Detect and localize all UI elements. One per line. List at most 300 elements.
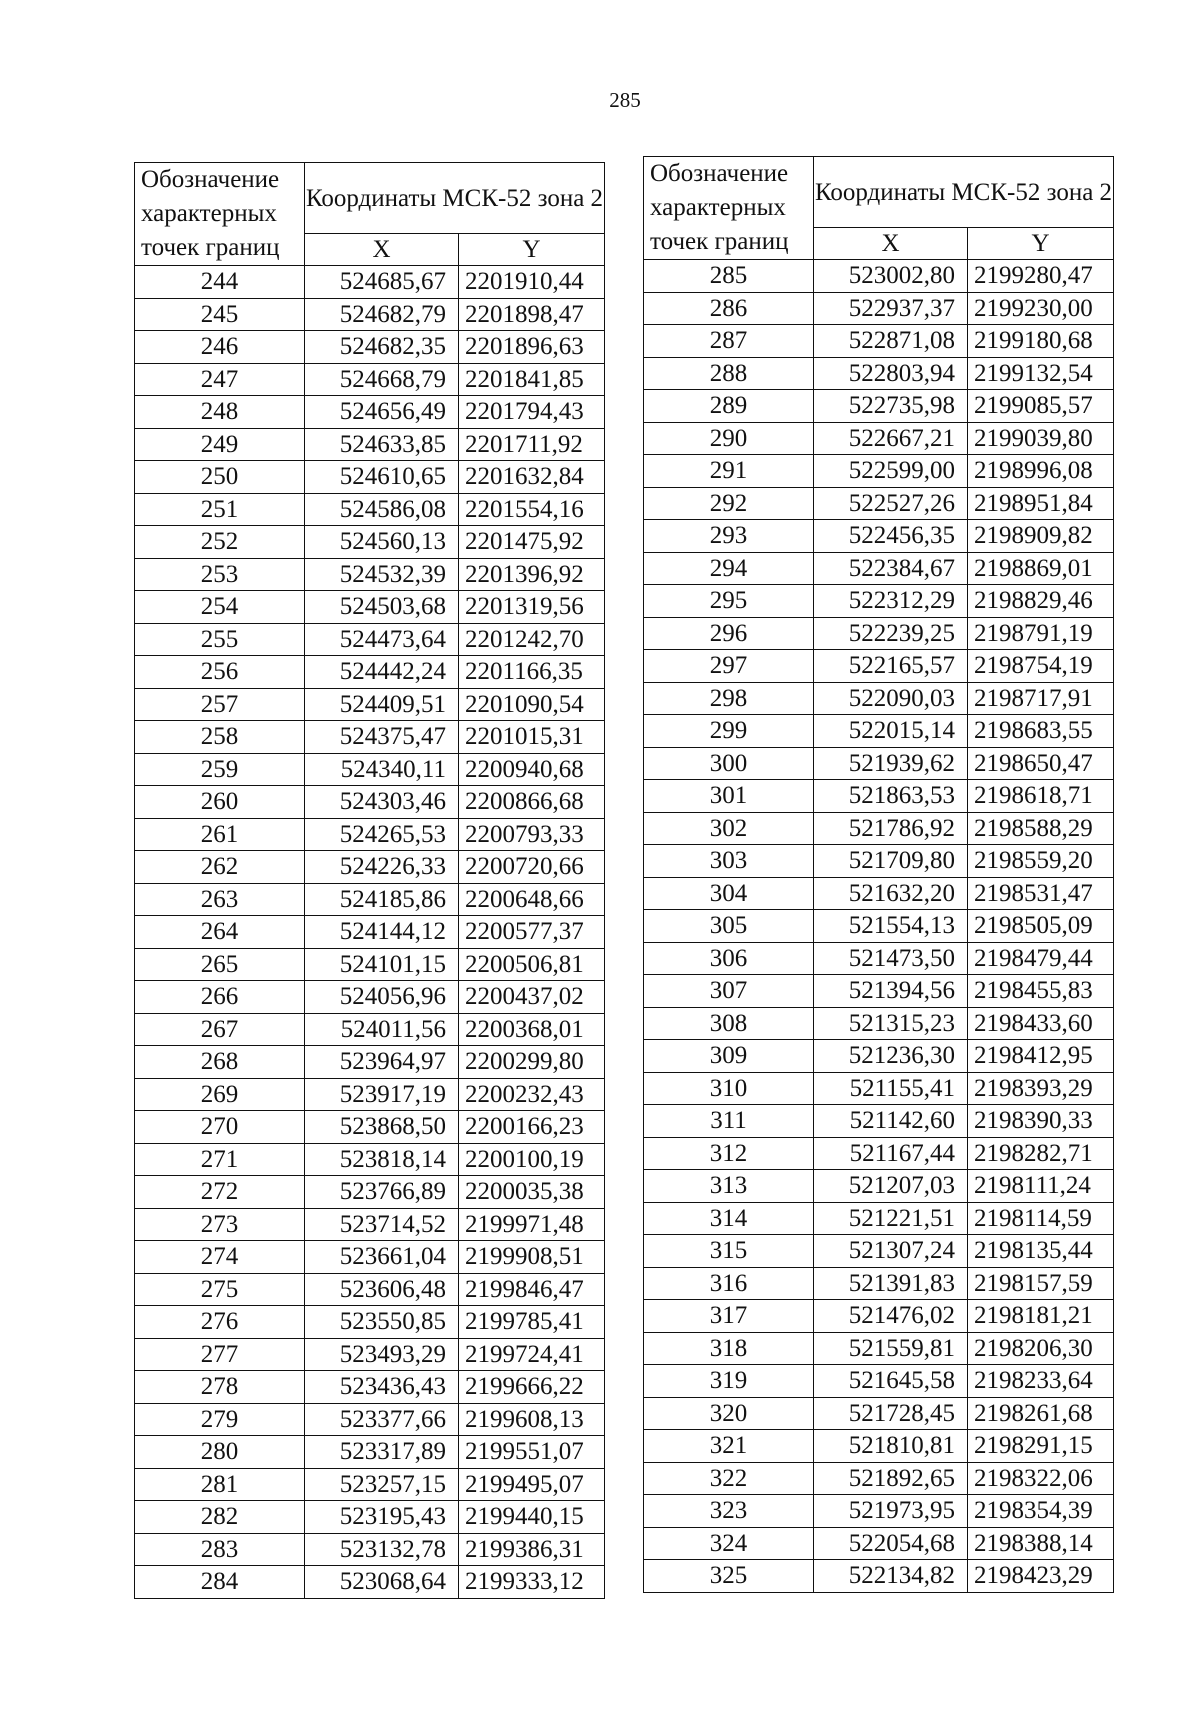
table-row [135,1338,605,1371]
x-coordinate-cell: 523661,04 [305,1241,459,1274]
point-number-cell: 272 [135,1176,305,1209]
point-number-cell: 289 [644,390,814,423]
y-coordinate-cell: 2201794,43 [459,396,605,429]
table-row [135,1111,605,1144]
x-coordinate-cell: 522384,67 [814,552,968,585]
table-row [135,428,605,461]
x-coordinate-cell: 521863,53 [814,780,968,813]
y-coordinate-cell: 2200648,66 [459,883,605,916]
y-coordinate-cell: 2200437,02 [459,981,605,1014]
y-coordinate-cell: 2198423,29 [968,1560,1114,1593]
point-number-cell: 325 [644,1560,814,1593]
x-coordinate-cell: 521207,03 [814,1170,968,1203]
x-coordinate-cell: 523377,66 [305,1403,459,1436]
y-coordinate-cell: 2198291,15 [968,1430,1114,1463]
x-coordinate-cell: 524656,49 [305,396,459,429]
x-coordinate-cell: 524442,24 [305,656,459,689]
point-number-cell: 293 [644,520,814,553]
x-coordinate-cell: 523257,15 [305,1468,459,1501]
y-coordinate-cell: 2199495,07 [459,1468,605,1501]
y-coordinate-cell: 2198412,95 [968,1040,1114,1073]
y-coordinate-cell: 2199039,80 [968,422,1114,455]
table-row [644,812,1114,845]
table-row [135,1533,605,1566]
point-number-cell: 258 [135,721,305,754]
y-coordinate-cell: 2200720,66 [459,851,605,884]
y-coordinate-cell: 2198717,91 [968,682,1114,715]
x-coordinate-cell: 521391,83 [814,1267,968,1300]
x-coordinate-cell: 524503,68 [305,591,459,624]
x-coordinate-cell: 522015,14 [814,715,968,748]
y-coordinate-cell: 2198282,71 [968,1137,1114,1170]
table-row [644,357,1114,390]
x-coordinate-cell: 522803,94 [814,357,968,390]
point-number-cell: 284 [135,1566,305,1599]
point-number-cell: 276 [135,1306,305,1339]
table-row [644,910,1114,943]
x-coordinate-cell: 523132,78 [305,1533,459,1566]
y-coordinate-cell: 2198683,55 [968,715,1114,748]
x-coordinate-cell: 521645,58 [814,1365,968,1398]
table-row [135,688,605,721]
table-row [135,396,605,429]
table-row [135,331,605,364]
x-coordinate-cell: 524226,33 [305,851,459,884]
table-row [644,1040,1114,1073]
x-coordinate-cell: 522871,08 [814,325,968,358]
y-coordinate-cell: 2198559,20 [968,845,1114,878]
y-coordinate-cell: 2199908,51 [459,1241,605,1274]
y-coordinate-cell: 2198181,21 [968,1300,1114,1333]
point-number-cell: 252 [135,526,305,559]
point-number-cell: 269 [135,1078,305,1111]
y-coordinate-cell: 2201015,31 [459,721,605,754]
point-number-cell: 244 [135,266,305,299]
coordinates-table-right [643,156,1114,1593]
table-row [135,363,605,396]
x-coordinate-cell: 522456,35 [814,520,968,553]
table-row [644,520,1114,553]
point-number-cell: 294 [644,552,814,585]
point-number-cell: 309 [644,1040,814,1073]
point-number-cell: 303 [644,845,814,878]
table-row [135,786,605,819]
x-coordinate-cell: 524101,15 [305,948,459,981]
y-coordinate-cell: 2198588,29 [968,812,1114,845]
y-coordinate-cell: 2199333,12 [459,1566,605,1599]
x-coordinate-cell: 524265,53 [305,818,459,851]
y-coordinate-cell: 2199785,41 [459,1306,605,1339]
table-row [135,753,605,786]
y-coordinate-cell: 2199085,57 [968,390,1114,423]
table-row [135,981,605,1014]
x-coordinate-cell: 521221,51 [814,1202,968,1235]
y-coordinate-cell: 2198618,71 [968,780,1114,813]
point-number-cell: 273 [135,1208,305,1241]
point-number-cell: 301 [644,780,814,813]
point-number-cell: 267 [135,1013,305,1046]
y-coordinate-cell: 2198390,33 [968,1105,1114,1138]
table-row [644,455,1114,488]
point-number-cell: 320 [644,1397,814,1430]
y-coordinate-cell: 2201396,92 [459,558,605,591]
table-row [644,292,1114,325]
x-coordinate-cell: 522054,68 [814,1527,968,1560]
x-coordinate-cell: 524185,86 [305,883,459,916]
point-number-cell: 312 [644,1137,814,1170]
x-coordinate-cell: 524144,12 [305,916,459,949]
y-coordinate-cell: 2198650,47 [968,747,1114,780]
x-coordinate-cell: 524375,47 [305,721,459,754]
point-number-cell: 287 [644,325,814,358]
table-row [644,942,1114,975]
y-coordinate-cell: 2198479,44 [968,942,1114,975]
y-coordinate-cell: 2201711,92 [459,428,605,461]
point-number-cell: 254 [135,591,305,624]
point-number-cell: 251 [135,493,305,526]
table-row [135,656,605,689]
y-coordinate-cell: 2199666,22 [459,1371,605,1404]
y-coordinate-cell: 2201242,70 [459,623,605,656]
point-number-cell: 295 [644,585,814,618]
x-coordinate-cell: 524409,51 [305,688,459,721]
point-number-cell: 302 [644,812,814,845]
x-coordinate-cell: 523550,85 [305,1306,459,1339]
table-row [135,916,605,949]
point-number-cell: 268 [135,1046,305,1079]
point-number-cell: 275 [135,1273,305,1306]
table-row [135,883,605,916]
table-row [135,721,605,754]
y-coordinate-cell: 2199386,31 [459,1533,605,1566]
table-row [644,552,1114,585]
y-coordinate-cell: 2198233,64 [968,1365,1114,1398]
table-row [135,493,605,526]
table-row [644,715,1114,748]
page-number: 285 [609,88,641,112]
y-coordinate-cell: 2198111,24 [968,1170,1114,1203]
point-number-cell: 249 [135,428,305,461]
point-number-cell: 310 [644,1072,814,1105]
point-number-cell: 299 [644,715,814,748]
y-coordinate-cell: 2198455,83 [968,975,1114,1008]
table-row [644,422,1114,455]
point-number-cell: 316 [644,1267,814,1300]
table-row [135,1566,605,1599]
table-row [644,1300,1114,1333]
x-coordinate-cell: 521236,30 [814,1040,968,1073]
point-number-cell: 286 [644,292,814,325]
x-coordinate-cell: 522134,82 [814,1560,968,1593]
point-number-cell: 317 [644,1300,814,1333]
x-coordinate-cell: 523493,29 [305,1338,459,1371]
x-coordinate-cell: 521559,81 [814,1332,968,1365]
y-coordinate-cell: 2201475,92 [459,526,605,559]
y-coordinate-cell: 2198951,84 [968,487,1114,520]
x-coordinate-cell: 524682,79 [305,298,459,331]
point-number-cell: 282 [135,1501,305,1534]
table-row [644,1170,1114,1203]
point-number-cell: 314 [644,1202,814,1235]
y-coordinate-cell: 2199971,48 [459,1208,605,1241]
table-row [644,1332,1114,1365]
table-row [135,1371,605,1404]
table-row [135,1273,605,1306]
table-row [135,1176,605,1209]
y-coordinate-cell: 2199724,41 [459,1338,605,1371]
x-coordinate-cell: 522937,37 [814,292,968,325]
point-number-cell: 305 [644,910,814,943]
x-coordinate-cell: 521632,20 [814,877,968,910]
x-coordinate-cell: 524532,39 [305,558,459,591]
x-coordinate-cell: 524011,56 [305,1013,459,1046]
x-coordinate-cell: 523766,89 [305,1176,459,1209]
y-coordinate-cell: 2200100,19 [459,1143,605,1176]
table-body [135,266,605,1599]
table-row [644,1560,1114,1593]
table-row [135,1403,605,1436]
y-coordinate-cell: 2198206,30 [968,1332,1114,1365]
y-coordinate-cell: 2200299,80 [459,1046,605,1079]
table-row [135,623,605,656]
x-coordinate-cell: 522735,98 [814,390,968,423]
y-coordinate-cell: 2201898,47 [459,298,605,331]
x-coordinate-cell: 521155,41 [814,1072,968,1105]
point-number-cell: 256 [135,656,305,689]
y-coordinate-cell: 2200368,01 [459,1013,605,1046]
point-number-cell: 253 [135,558,305,591]
table-row [644,1105,1114,1138]
y-coordinate-cell: 2200940,68 [459,753,605,786]
y-coordinate-cell: 2201090,54 [459,688,605,721]
x-coordinate-cell: 521167,44 [814,1137,968,1170]
y-coordinate-cell: 2201166,35 [459,656,605,689]
y-coordinate-cell: 2200035,38 [459,1176,605,1209]
x-coordinate-cell: 524668,79 [305,363,459,396]
x-coordinate-cell: 522527,26 [814,487,968,520]
point-number-cell: 248 [135,396,305,429]
point-number-cell: 265 [135,948,305,981]
y-coordinate-cell: 2198114,59 [968,1202,1114,1235]
point-number-cell: 288 [644,357,814,390]
table-row [135,818,605,851]
point-number-cell: 283 [135,1533,305,1566]
y-axis-header: Y [459,234,605,266]
y-coordinate-cell: 2201910,44 [459,266,605,299]
x-axis-header: X [814,228,968,260]
point-number-cell: 313 [644,1170,814,1203]
y-coordinate-cell: 2199180,68 [968,325,1114,358]
point-number-cell: 300 [644,747,814,780]
table-row [644,1007,1114,1040]
x-coordinate-cell: 521554,13 [814,910,968,943]
table-row [644,487,1114,520]
point-number-cell: 306 [644,942,814,975]
y-coordinate-cell: 2198531,47 [968,877,1114,910]
table-row [135,591,605,624]
table-row [135,266,605,299]
table-row [135,1078,605,1111]
table-row [644,585,1114,618]
point-number-cell: 260 [135,786,305,819]
y-coordinate-cell: 2200793,33 [459,818,605,851]
point-number-cell: 264 [135,916,305,949]
table-row [135,948,605,981]
x-coordinate-cell: 522599,00 [814,455,968,488]
point-number-cell: 274 [135,1241,305,1274]
x-coordinate-cell: 524610,65 [305,461,459,494]
point-number-cell: 321 [644,1430,814,1463]
x-coordinate-cell: 521709,80 [814,845,968,878]
y-coordinate-cell: 2198322,06 [968,1462,1114,1495]
x-coordinate-cell: 521473,50 [814,942,968,975]
table-row [644,390,1114,423]
x-coordinate-cell: 522165,57 [814,650,968,683]
table-row [135,1208,605,1241]
x-coordinate-cell: 521892,65 [814,1462,968,1495]
x-coordinate-cell: 521786,92 [814,812,968,845]
table-row [644,1365,1114,1398]
x-coordinate-cell: 523868,50 [305,1111,459,1144]
point-number-cell: 318 [644,1332,814,1365]
y-coordinate-cell: 2201554,16 [459,493,605,526]
y-coordinate-cell: 2198869,01 [968,552,1114,585]
x-coordinate-cell: 524473,64 [305,623,459,656]
table-row [644,1235,1114,1268]
y-coordinate-cell: 2201896,63 [459,331,605,364]
table-row [644,1527,1114,1560]
point-number-cell: 270 [135,1111,305,1144]
point-number-cell: 257 [135,688,305,721]
y-coordinate-cell: 2198754,19 [968,650,1114,683]
point-number-cell: 291 [644,455,814,488]
x-coordinate-cell: 521810,81 [814,1430,968,1463]
x-coordinate-cell: 524303,46 [305,786,459,819]
table-row [644,1495,1114,1528]
point-number-cell: 324 [644,1527,814,1560]
point-number-cell: 298 [644,682,814,715]
table-row [135,1501,605,1534]
x-coordinate-cell: 523068,64 [305,1566,459,1599]
point-number-cell: 245 [135,298,305,331]
point-number-cell: 262 [135,851,305,884]
x-coordinate-cell: 521394,56 [814,975,968,1008]
y-coordinate-cell: 2199846,47 [459,1273,605,1306]
point-number-cell: 263 [135,883,305,916]
x-coordinate-cell: 523195,43 [305,1501,459,1534]
x-coordinate-cell: 521307,24 [814,1235,968,1268]
table-row [135,1013,605,1046]
y-coordinate-cell: 2200166,23 [459,1111,605,1144]
x-coordinate-cell: 522090,03 [814,682,968,715]
x-coordinate-cell: 522239,25 [814,617,968,650]
point-number-cell: 323 [644,1495,814,1528]
table-row [135,1046,605,1079]
table-row [135,1436,605,1469]
y-coordinate-cell: 2198996,08 [968,455,1114,488]
y-axis-header: Y [968,228,1114,260]
coordinates-header: Координаты МСК-52 зона 2 [305,163,605,234]
table-row [644,1202,1114,1235]
y-coordinate-cell: 2201319,56 [459,591,605,624]
y-coordinate-cell: 2198433,60 [968,1007,1114,1040]
table-row [644,1267,1114,1300]
table-row [644,877,1114,910]
x-coordinate-cell: 523436,43 [305,1371,459,1404]
table-row [644,650,1114,683]
point-number-cell: 304 [644,877,814,910]
y-coordinate-cell: 2200506,81 [459,948,605,981]
x-coordinate-cell: 522312,29 [814,585,968,618]
y-coordinate-cell: 2200577,37 [459,916,605,949]
point-number-cell: 315 [644,1235,814,1268]
point-number-cell: 279 [135,1403,305,1436]
coordinates-table-left [134,162,605,1599]
x-coordinate-cell: 521315,23 [814,1007,968,1040]
point-number-cell: 307 [644,975,814,1008]
x-coordinate-cell: 523317,89 [305,1436,459,1469]
table-row [644,845,1114,878]
coordinates-header: Координаты МСК-52 зона 2 [814,157,1114,228]
table-row [135,1241,605,1274]
x-coordinate-cell: 523002,80 [814,260,968,293]
y-coordinate-cell: 2201632,84 [459,461,605,494]
point-number-cell: 297 [644,650,814,683]
point-number-cell: 271 [135,1143,305,1176]
point-number-cell: 322 [644,1462,814,1495]
table-row [135,526,605,559]
x-coordinate-cell: 521476,02 [814,1300,968,1333]
y-coordinate-cell: 2199230,00 [968,292,1114,325]
point-number-cell: 280 [135,1436,305,1469]
table-row [644,325,1114,358]
table-row [135,851,605,884]
point-number-cell: 311 [644,1105,814,1138]
x-coordinate-cell: 521142,60 [814,1105,968,1138]
x-coordinate-cell: 521973,95 [814,1495,968,1528]
y-coordinate-cell: 2198909,82 [968,520,1114,553]
table-row [644,975,1114,1008]
x-coordinate-cell: 523606,48 [305,1273,459,1306]
point-number-cell: 290 [644,422,814,455]
point-number-cell: 285 [644,260,814,293]
x-coordinate-cell: 524633,85 [305,428,459,461]
designation-header: Обозначение характерных точек границ [644,157,814,260]
x-coordinate-cell: 524685,67 [305,266,459,299]
table-row [644,682,1114,715]
y-coordinate-cell: 2199132,54 [968,357,1114,390]
y-coordinate-cell: 2198393,29 [968,1072,1114,1105]
y-coordinate-cell: 2200866,68 [459,786,605,819]
point-number-cell: 278 [135,1371,305,1404]
x-coordinate-cell: 524682,35 [305,331,459,364]
table-row [644,780,1114,813]
y-coordinate-cell: 2200232,43 [459,1078,605,1111]
table-row [644,1397,1114,1430]
table-row [644,617,1114,650]
y-coordinate-cell: 2199280,47 [968,260,1114,293]
table-row [644,1462,1114,1495]
y-coordinate-cell: 2199440,15 [459,1501,605,1534]
x-coordinate-cell: 521728,45 [814,1397,968,1430]
table-row [135,298,605,331]
x-coordinate-cell: 523964,97 [305,1046,459,1079]
y-coordinate-cell: 2198388,14 [968,1527,1114,1560]
point-number-cell: 296 [644,617,814,650]
y-coordinate-cell: 2199551,07 [459,1436,605,1469]
designation-header: Обозначение характерных точек границ [135,163,305,266]
point-number-cell: 261 [135,818,305,851]
